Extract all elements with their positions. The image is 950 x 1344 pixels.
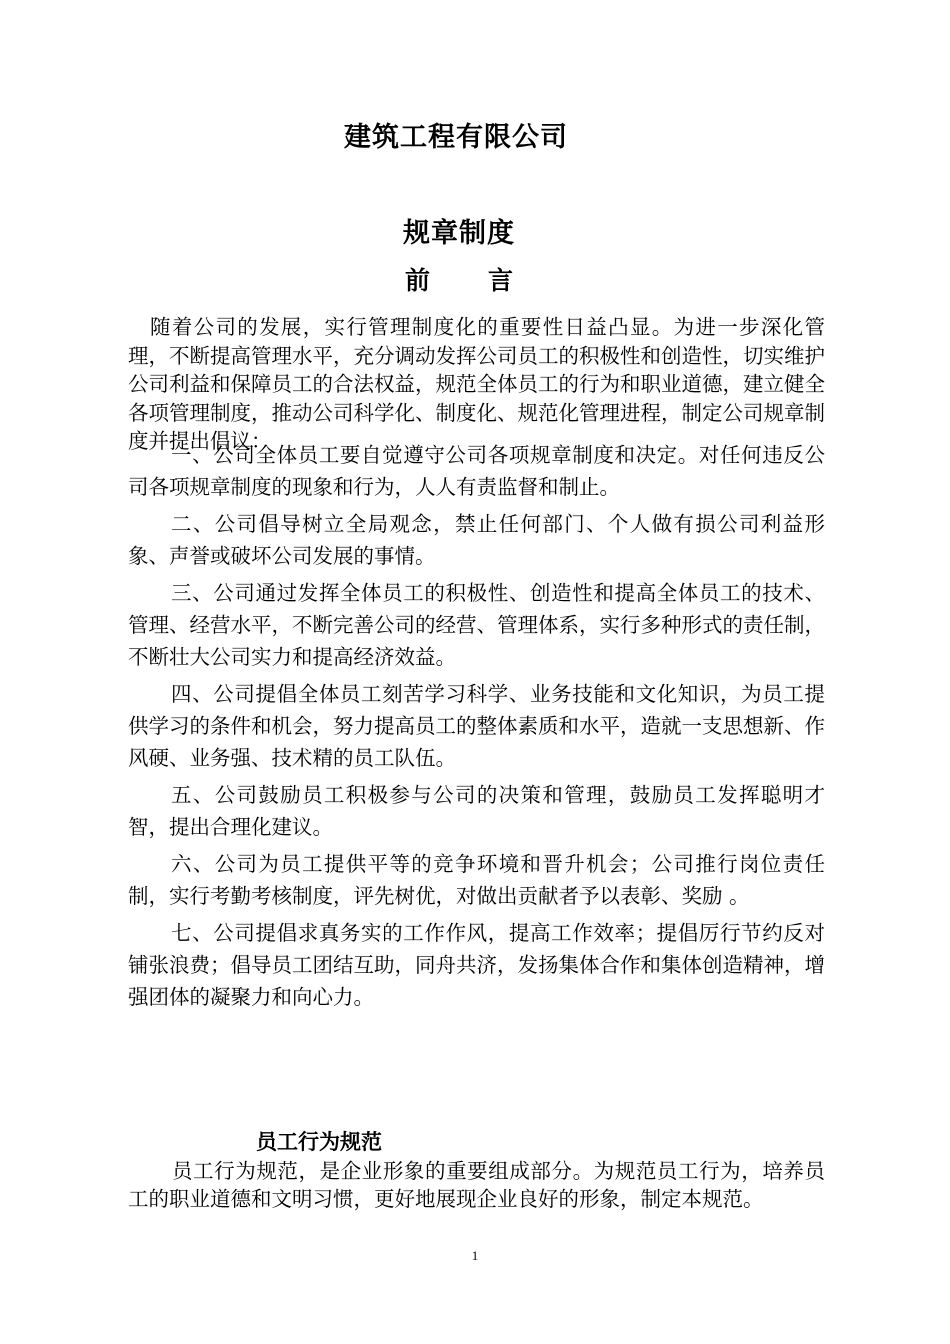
- initiative-item-6: 六、公司为员工提供平等的竞争环境和晋升机会；公司推行岗位责任制，实行考勤考核制度，评先树优，对做出贡献者予以表彰、奖励 。: [128, 852, 825, 908]
- document-title: 规章制度: [403, 218, 515, 249]
- company-name: 建筑工程有限公司: [344, 122, 568, 153]
- initiative-item-3: 三、公司通过发挥全体员工的积极性、创造性和提高全体员工的技术、管理、经营水平，不断完善公司的经营、管理体系，实行多种形式的责任制，不断壮大公司实力和提高经济效益。: [128, 581, 825, 669]
- section-intro-paragraph: 员工行为规范，是企业形象的重要组成部分。为规范员工行为，培养员工的职业道德和文明习惯，更好地展现企业良好的形象，制定本规范。: [128, 1159, 825, 1211]
- intro-block: [128, 313, 825, 456]
- section-intro-block: [128, 1157, 825, 1213]
- initiative-item-5: 五、公司鼓励员工积极参与公司的决策和管理，鼓励员工发挥聪明才智，提出合理化建议。: [128, 783, 825, 839]
- intro-paragraph: 随着公司的发展，实行管理制度化的重要性日益凸显。为进一步深化管理，不断提高管理水平，充分调动发挥公司员工的积极性和创造性，切实维护公司利益和保障员工的合法权益，规范全体员工的行为和职业道德，建立健全各项管理制度，推动公司科学化、制度化、规范化管理进程，制定公司规章制度并提出倡议：: [128, 315, 825, 453]
- page-number: 1: [471, 1248, 479, 1263]
- preface-heading: 前言: [404, 266, 571, 295]
- initiative-item-2: 二、公司倡导树立全局观念，禁止任何部门、个人做有损公司利益形象、声誉或破坏公司发展的事情。: [128, 512, 825, 568]
- initiative-item-7: 七、公司提倡求真务实的工作作风，提高工作效率；提倡厉行节约反对铺张浪费；倡导员工团结互助，同舟共济，发扬集体合作和集体创造精神，增强团体的凝聚力和向心力。: [128, 921, 825, 1009]
- initiative-item-1: 一、公司全体员工要自觉遵守公司各项规章制度和决定。对任何违反公司各项规章制度的现象和行为，人人有责监督和制止。: [128, 443, 825, 499]
- initiative-item-4: 四、公司提倡全体员工刻苦学习科学、业务技能和文化知识，为员工提供学习的条件和机会，努力提高员工的整体素质和水平，造就一支思想新、作风硬、业务强、技术精的员工队伍。: [128, 682, 825, 770]
- section-heading: 员工行为规范: [256, 1130, 382, 1154]
- initiative-list: [128, 439, 825, 1018]
